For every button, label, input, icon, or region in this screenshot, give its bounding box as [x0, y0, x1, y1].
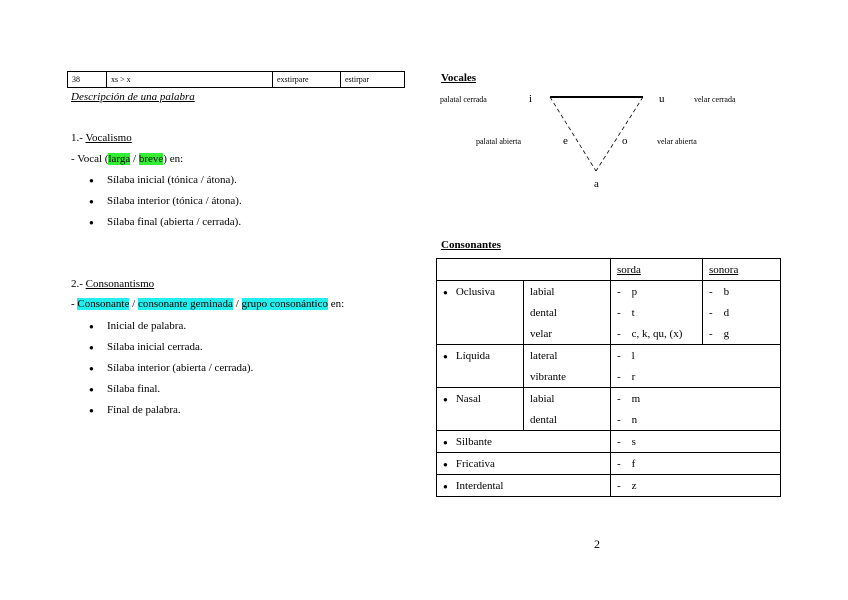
word-entry-table: [67, 71, 405, 88]
sorda-c: - c, k, qu, (x): [611, 323, 703, 345]
table-row: [437, 388, 781, 410]
table-row: [437, 475, 781, 497]
dental-label: dental: [524, 302, 611, 323]
table-row: [437, 345, 781, 367]
sonora-b: - b: [703, 281, 781, 303]
sorda-n: - n: [611, 409, 781, 431]
consonantismo-heading: [71, 278, 154, 290]
consonantismo-list: [89, 316, 253, 421]
consonante-line: [71, 298, 344, 310]
triangle-right-edge: [596, 97, 643, 171]
fricativa-label: ● Fricativa: [437, 453, 611, 475]
list-item: ● Sílaba inicial (tónica / átona).: [89, 170, 242, 191]
geminada-highlight: consonante geminada: [137, 298, 233, 310]
sonora-g: - g: [703, 323, 781, 345]
vocalismo-title: Vocalismo: [85, 132, 132, 144]
vocal-prefix: - Vocal (: [71, 153, 109, 165]
vowel-o: o: [622, 135, 628, 147]
consonantismo-number: 2.-: [71, 278, 86, 290]
entry-latin: exstirpare: [273, 72, 341, 88]
sorda-l: - l: [611, 345, 781, 367]
consonante-sep: /: [232, 298, 242, 310]
entry-rule: xs > x: [107, 72, 273, 88]
vocal-line: [71, 153, 183, 165]
silbante-label: ● Silbante: [437, 431, 611, 453]
table-row: [437, 323, 781, 345]
vibrante-label: vibrante: [524, 366, 611, 388]
sorda-t: - t: [611, 302, 703, 323]
sorda-s: - s: [611, 431, 781, 453]
interdental-label: ● Interdental: [437, 475, 611, 497]
sorda-p: - p: [611, 281, 703, 303]
list-item: ● Sílaba inicial cerrada.: [89, 337, 253, 358]
table-row: [437, 453, 781, 475]
velar-label: velar: [524, 323, 611, 345]
table-row: [437, 281, 781, 303]
sorda-f: - f: [611, 453, 781, 475]
nasal-dental-label: dental: [524, 409, 611, 431]
consonante-prefix: -: [71, 298, 78, 310]
list-item: ● Sílaba final (abierta / cerrada).: [89, 212, 242, 233]
vocal-sep: /: [130, 153, 139, 165]
labial-label: labial: [524, 281, 611, 303]
vowel-a: a: [594, 178, 599, 190]
sonora-header: sonora: [703, 259, 781, 281]
entry-number: 38: [68, 72, 107, 88]
sorda-m: - m: [611, 388, 781, 410]
nasal-label: ● Nasal: [437, 388, 524, 410]
vocalismo-heading: [71, 132, 132, 144]
table-row: [437, 409, 781, 431]
list-item: ● Sílaba final.: [89, 379, 253, 400]
list-item: ● Inicial de palabra.: [89, 316, 253, 337]
consonante-highlight: Consonante: [77, 298, 130, 310]
vocal-suffix: ) en:: [163, 153, 184, 165]
sorda-header: sorda: [611, 259, 703, 281]
grupo-highlight: grupo consonántico: [241, 298, 328, 310]
description-heading: Descripción de una palabra: [71, 91, 195, 103]
vocales-title: Vocales: [441, 72, 477, 84]
consonantes-title: Consonantes: [441, 239, 501, 251]
list-item: ● Sílaba interior (abierta / cerrada).: [89, 358, 253, 379]
table-row: [437, 366, 781, 388]
list-item: ● Final de palabra.: [89, 400, 253, 421]
vocalismo-list: [89, 170, 242, 233]
lateral-label: lateral: [524, 345, 611, 367]
table-row: [437, 302, 781, 323]
larga-highlight: larga: [108, 153, 131, 165]
velar-abierta-label: velar abierta: [657, 137, 697, 146]
list-item: ● Sílaba interior (tónica / átona).: [89, 191, 242, 212]
nasal-labial-label: labial: [524, 388, 611, 410]
oclusiva-label: ● Oclusiva: [437, 281, 524, 303]
sonora-d: - d: [703, 302, 781, 323]
entry-spanish: estirpar: [341, 72, 405, 88]
consonante-sep: /: [129, 298, 138, 310]
sorda-z: - z: [611, 475, 781, 497]
sorda-r: - r: [611, 366, 781, 388]
breve-highlight: breve: [138, 153, 164, 165]
velar-cerrada-label: velar cerrada: [694, 95, 736, 104]
page-number: 2: [594, 537, 600, 551]
palatal-cerrada-label: palatal cerrada: [440, 95, 487, 104]
vocalismo-number: 1.-: [71, 132, 86, 144]
consonante-suffix: en:: [327, 298, 345, 310]
consonantismo-title: Consonantismo: [85, 278, 155, 290]
vowel-u: u: [659, 93, 665, 105]
vowel-e: e: [563, 135, 568, 147]
triangle-left-edge: [550, 97, 596, 171]
liquida-label: ● Líquida: [437, 345, 524, 367]
consonant-table: [436, 258, 781, 497]
table-row: [437, 259, 781, 281]
table-row: [437, 431, 781, 453]
palatal-abierta-label: palatal abierta: [476, 137, 522, 146]
vowel-i: i: [529, 93, 533, 105]
